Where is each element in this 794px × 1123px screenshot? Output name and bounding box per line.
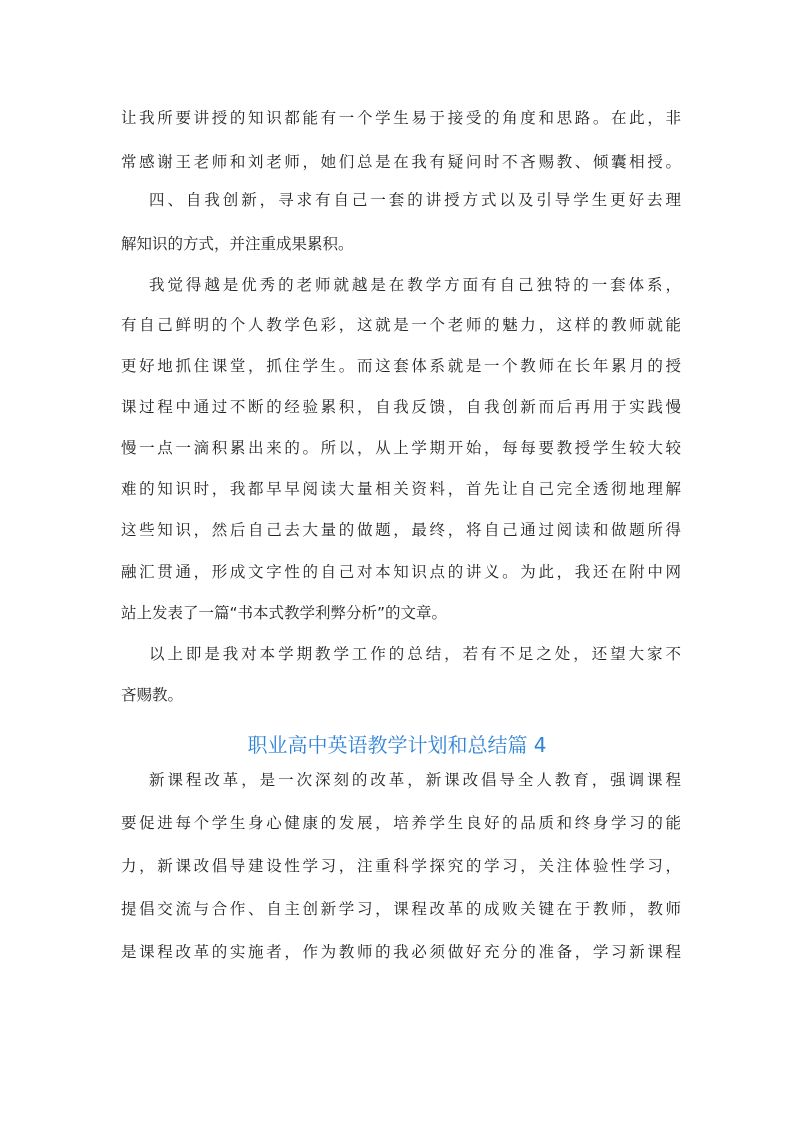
- paragraph-5-line-2: 要促进每个学生身心健康的发展，培养学生良好的品质和终身学习的能: [121, 814, 681, 832]
- paragraph-5-line-4: 提倡交流与合作、自主创新学习，课程改革的成败关键在于教师，教师: [121, 900, 681, 918]
- paragraph-3-line-1: 我觉得越是优秀的老师就越是在教学方面有自己独特的一套体系，: [149, 276, 681, 294]
- section-heading: 职业高中英语教学计划和总结篇 4: [247, 733, 547, 757]
- paragraph-2-line-2: 解知识的方式，并注重成果累积。: [121, 235, 354, 253]
- paragraph-4-line-2: 吝赐教。: [121, 686, 184, 704]
- paragraph-5-line-3: 力，新课改倡导建设性学习，注重科学探究的学习，关注体验性学习，: [121, 857, 681, 875]
- paragraph-5-line-5: 是课程改革的实施者，作为教师的我必须做好充分的准备，学习新课程: [121, 943, 681, 961]
- paragraph-4-line-1: 以上即是我对本学期教学工作的总结，若有不足之处，还望大家不: [149, 645, 681, 663]
- paragraph-1-line-1: 让我所要讲授的知识都能有一个学生易于接受的角度和思路。在此，非: [121, 109, 681, 127]
- paragraph-3-line-3: 更好地抓住课堂，抓住学生。而这套体系就是一个教师在长年累月的授: [121, 357, 681, 375]
- paragraph-5-line-1: 新课程改革，是一次深刻的改革，新课改倡导全人教育，强调课程: [149, 771, 681, 789]
- paragraph-3-line-2: 有自己鲜明的个人教学色彩，这就是一个老师的魅力，这样的教师就能: [121, 316, 681, 334]
- paragraph-3-line-5: 慢一点一滴积累出来的。所以，从上学期开始，每每要教授学生较大较: [121, 439, 681, 457]
- paragraph-3-line-6: 难的知识时，我都早早阅读大量相关资料，首先让自己完全透彻地理解: [121, 480, 681, 498]
- paragraph-3-line-9: 站上发表了一篇“书本式教学利弊分析”的文章。: [121, 604, 448, 622]
- paragraph-3-line-7: 这些知识，然后自己去大量的做题，最终，将自己通过阅读和做题所得: [121, 521, 681, 539]
- paragraph-3-line-4: 课过程中通过不断的经验累积，自我反馈，自我创新而后再用于实践慢: [121, 398, 681, 416]
- paragraph-2-line-1: 四、自我创新，寻求有自己一套的讲授方式以及引导学生更好去理: [149, 191, 681, 209]
- paragraph-3-line-8: 融汇贯通，形成文字性的自己对本知识点的讲义。为此，我还在附中网: [121, 563, 681, 581]
- paragraph-1-line-2: 常感谢王老师和刘老师，她们总是在我有疑问时不吝赐教、倾囊相授。: [121, 153, 681, 171]
